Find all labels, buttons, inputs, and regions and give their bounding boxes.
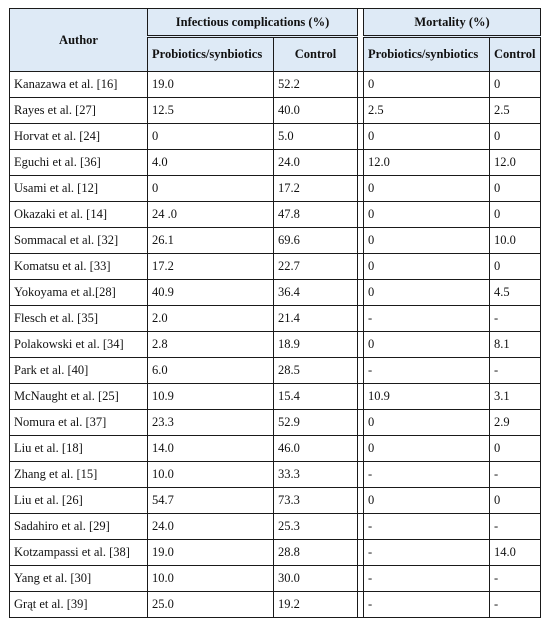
infectious-control-cell: 21.4	[274, 306, 358, 332]
mortality-control-cell: -	[490, 462, 541, 488]
infectious-control-cell: 52.2	[274, 72, 358, 98]
table-container	[9, 8, 541, 618]
author-cell: Eguchi et al. [36]	[10, 150, 148, 176]
mortality-probiotics-cell: 0	[364, 228, 490, 254]
infectious-control-cell: 18.9	[274, 332, 358, 358]
author-cell: Komatsu et al. [33]	[10, 254, 148, 280]
infectious-probiotics-cell: 24.0	[148, 514, 274, 540]
mortality-probiotics-cell: -	[364, 462, 490, 488]
table-row	[10, 280, 541, 306]
mortality-probiotics-cell: -	[364, 306, 490, 332]
infectious-control-cell: 36.4	[274, 280, 358, 306]
infectious-control-cell: 28.5	[274, 358, 358, 384]
table-body	[10, 72, 541, 618]
mortality-probiotics-cell: -	[364, 514, 490, 540]
mortality-control-cell: 3.1	[490, 384, 541, 410]
mortality-control-cell: 0	[490, 124, 541, 150]
table-row	[10, 202, 541, 228]
infectious-probiotics-cell: 17.2	[148, 254, 274, 280]
infectious-control-cell: 46.0	[274, 436, 358, 462]
mortality-control-cell: 2.9	[490, 410, 541, 436]
table-row	[10, 150, 541, 176]
infectious-probiotics-cell: 40.9	[148, 280, 274, 306]
author-cell: Kotzampassi et al. [38]	[10, 540, 148, 566]
mortality-probiotics-cell: 10.9	[364, 384, 490, 410]
infectious-control-cell: 15.4	[274, 384, 358, 410]
infectious-probiotics-cell: 0	[148, 124, 274, 150]
table-row	[10, 462, 541, 488]
infectious-probiotics-cell: 24 .0	[148, 202, 274, 228]
author-cell: Liu et al. [26]	[10, 488, 148, 514]
mortality-control-header: Control	[490, 37, 541, 72]
infectious-control-cell: 73.3	[274, 488, 358, 514]
author-header: Author	[10, 9, 148, 72]
mortality-control-cell: 4.5	[490, 280, 541, 306]
mortality-probiotics-cell: 12.0	[364, 150, 490, 176]
mortality-probiotics-cell: -	[364, 358, 490, 384]
infectious-probiotics-cell: 10.9	[148, 384, 274, 410]
infectious-probiotics-cell: 26.1	[148, 228, 274, 254]
infectious-probiotics-cell: 54.7	[148, 488, 274, 514]
infectious-control-cell: 69.6	[274, 228, 358, 254]
infectious-probiotics-cell: 2.0	[148, 306, 274, 332]
author-cell: Rayes et al. [27]	[10, 98, 148, 124]
infectious-control-cell: 30.0	[274, 566, 358, 592]
mortality-control-cell: 0	[490, 202, 541, 228]
mortality-probiotics-cell: 0	[364, 488, 490, 514]
author-cell: Yokoyama et al.[28]	[10, 280, 148, 306]
table-row	[10, 540, 541, 566]
infectious-probiotics-cell: 4.0	[148, 150, 274, 176]
author-cell: Nomura et al. [37]	[10, 410, 148, 436]
table-row	[10, 332, 541, 358]
mortality-control-cell: 12.0	[490, 150, 541, 176]
author-cell: Zhang et al. [15]	[10, 462, 148, 488]
infectious-control-cell: 22.7	[274, 254, 358, 280]
table-row	[10, 254, 541, 280]
table-row	[10, 592, 541, 618]
table-row	[10, 306, 541, 332]
author-cell: Liu et al. [18]	[10, 436, 148, 462]
mortality-control-cell: 0	[490, 72, 541, 98]
infectious-control-cell: 28.8	[274, 540, 358, 566]
infectious-control-cell: 47.8	[274, 202, 358, 228]
infectious-control-cell: 5.0	[274, 124, 358, 150]
table-row	[10, 514, 541, 540]
mortality-probiotics-cell: 0	[364, 410, 490, 436]
author-cell: Sadahiro et al. [29]	[10, 514, 148, 540]
infectious-control-cell: 33.3	[274, 462, 358, 488]
author-cell: Grąt et al. [39]	[10, 592, 148, 618]
author-cell: Kanazawa et al. [16]	[10, 72, 148, 98]
author-cell: Horvat et al. [24]	[10, 124, 148, 150]
infectious-complications-header: Infectious complications (%)	[148, 9, 358, 37]
author-cell: Okazaki et al. [14]	[10, 202, 148, 228]
mortality-control-cell: 2.5	[490, 98, 541, 124]
table-header	[10, 9, 541, 72]
mortality-probiotics-cell: 0	[364, 280, 490, 306]
infectious-probiotics-cell: 0	[148, 176, 274, 202]
mortality-probiotics-cell: 0	[364, 436, 490, 462]
mortality-control-cell: -	[490, 514, 541, 540]
infectious-probiotics-cell: 23.3	[148, 410, 274, 436]
mortality-control-cell: 0	[490, 488, 541, 514]
infectious-probiotics-cell: 10.0	[148, 566, 274, 592]
table-row	[10, 358, 541, 384]
mortality-control-cell: 8.1	[490, 332, 541, 358]
infectious-probiotics-header: Probiotics/synbiotics	[148, 37, 274, 72]
mortality-probiotics-cell: 0	[364, 254, 490, 280]
mortality-probiotics-cell: 2.5	[364, 98, 490, 124]
mortality-control-cell: 10.0	[490, 228, 541, 254]
mortality-probiotics-cell: 0	[364, 124, 490, 150]
table-row	[10, 228, 541, 254]
author-cell: Park et al. [40]	[10, 358, 148, 384]
table-row	[10, 124, 541, 150]
infectious-control-cell: 52.9	[274, 410, 358, 436]
infectious-probiotics-cell: 14.0	[148, 436, 274, 462]
mortality-probiotics-cell: -	[364, 592, 490, 618]
author-cell: Yang et al. [30]	[10, 566, 148, 592]
table-row	[10, 488, 541, 514]
infectious-control-cell: 19.2	[274, 592, 358, 618]
mortality-control-cell: -	[490, 592, 541, 618]
table-row	[10, 176, 541, 202]
mortality-control-cell: 0	[490, 176, 541, 202]
infectious-control-cell: 24.0	[274, 150, 358, 176]
infectious-control-cell: 25.3	[274, 514, 358, 540]
mortality-probiotics-cell: 0	[364, 202, 490, 228]
mortality-control-cell: 0	[490, 436, 541, 462]
mortality-control-cell: 14.0	[490, 540, 541, 566]
mortality-control-cell: -	[490, 358, 541, 384]
table-row	[10, 410, 541, 436]
mortality-probiotics-cell: 0	[364, 176, 490, 202]
author-cell: Polakowski et al. [34]	[10, 332, 148, 358]
table-row	[10, 72, 541, 98]
author-cell: McNaught et al. [25]	[10, 384, 148, 410]
infectious-probiotics-cell: 2.8	[148, 332, 274, 358]
mortality-probiotics-cell: 0	[364, 332, 490, 358]
table-row	[10, 436, 541, 462]
infectious-probiotics-cell: 12.5	[148, 98, 274, 124]
infectious-probiotics-cell: 6.0	[148, 358, 274, 384]
infectious-control-cell: 17.2	[274, 176, 358, 202]
mortality-probiotics-cell: -	[364, 566, 490, 592]
mortality-header: Mortality (%)	[364, 9, 541, 37]
author-cell: Sommacal et al. [32]	[10, 228, 148, 254]
results-table	[9, 8, 541, 618]
infectious-control-header: Control	[274, 37, 358, 72]
infectious-probiotics-cell: 10.0	[148, 462, 274, 488]
mortality-probiotics-cell: 0	[364, 72, 490, 98]
author-cell: Flesch et al. [35]	[10, 306, 148, 332]
mortality-probiotics-cell: -	[364, 540, 490, 566]
table-row	[10, 384, 541, 410]
mortality-control-cell: -	[490, 566, 541, 592]
infectious-probiotics-cell: 19.0	[148, 540, 274, 566]
infectious-probiotics-cell: 25.0	[148, 592, 274, 618]
infectious-control-cell: 40.0	[274, 98, 358, 124]
table-row	[10, 98, 541, 124]
author-cell: Usami et al. [12]	[10, 176, 148, 202]
mortality-control-cell: -	[490, 306, 541, 332]
mortality-probiotics-header: Probiotics/synbiotics	[364, 37, 490, 72]
infectious-probiotics-cell: 19.0	[148, 72, 274, 98]
table-row	[10, 566, 541, 592]
mortality-control-cell: 0	[490, 254, 541, 280]
